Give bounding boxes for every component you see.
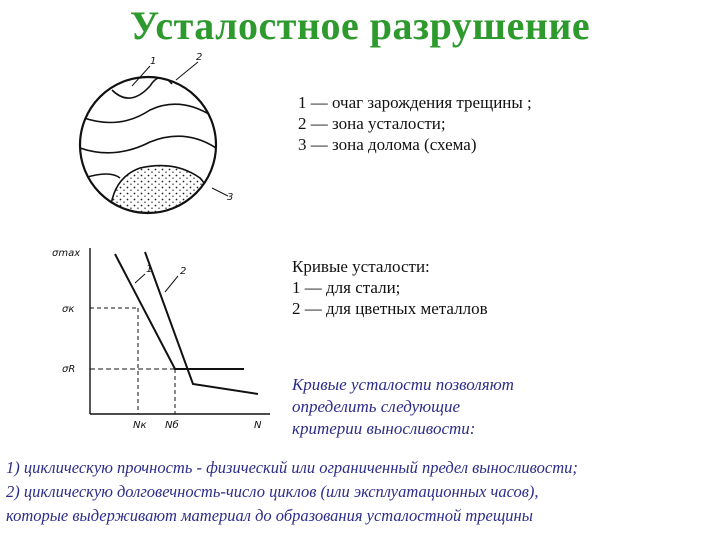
criteria-note-line: определить следующие xyxy=(292,397,461,416)
criteria-note-line: критерии выносливости: xyxy=(292,419,476,438)
curve-2-nonferrous xyxy=(145,252,258,394)
curve2-lead xyxy=(165,276,178,292)
criteria-list xyxy=(6,456,578,528)
nb-label: Nб xyxy=(165,420,179,431)
n-label: N xyxy=(254,420,262,431)
fracture-legend-item: 2 — зона усталости; xyxy=(298,114,446,133)
label-2: 2 xyxy=(196,52,203,63)
fracture-legend-item: 1 — очаг зарождения трещины ; xyxy=(298,93,532,112)
zone3-lead-line xyxy=(212,188,228,196)
label-3: 3 xyxy=(227,192,234,203)
fatigue-legend-item: 2 — для цветных металлов xyxy=(292,299,488,318)
curve1-lead xyxy=(135,274,145,283)
final-fracture-zone xyxy=(110,166,214,214)
curve-2-label: 2 xyxy=(180,266,187,277)
sigma-max-label: σmax xyxy=(52,248,81,259)
fracture-legend xyxy=(298,92,532,155)
fatigue-legend xyxy=(292,256,488,319)
criteria-item: которые выдерживают материал до образования усталостной трещины xyxy=(6,506,533,525)
sigma-r-label: σR xyxy=(62,364,76,375)
page-title: Усталостное разрушение xyxy=(129,3,591,48)
fatigue-zone-line xyxy=(112,77,172,98)
criteria-note-line: Кривые усталости позволяют xyxy=(292,375,514,394)
criteria-item: 1) циклическую прочность - физический или ограниченный предел выносливости; xyxy=(6,458,578,477)
fracture-legend-item: 3 — зона долома (схема) xyxy=(298,135,477,154)
label-1: 1 xyxy=(150,56,157,67)
fatigue-zone-line xyxy=(80,136,216,153)
fatigue-legend-heading: Кривые усталости: xyxy=(292,257,430,276)
fatigue-legend-item: 1 — для стали; xyxy=(292,278,401,297)
criteria-note xyxy=(292,374,514,440)
criteria-item: 2) циклическую долговечность-число циклов (или эксплуатационных часов), xyxy=(6,482,539,501)
sigma-k-label: σк xyxy=(62,304,75,315)
curve-1-label: 1 xyxy=(146,264,153,275)
zone2-lead-line xyxy=(176,62,198,80)
nk-label: Nк xyxy=(133,420,147,431)
fatigue-zone-line xyxy=(84,104,212,122)
